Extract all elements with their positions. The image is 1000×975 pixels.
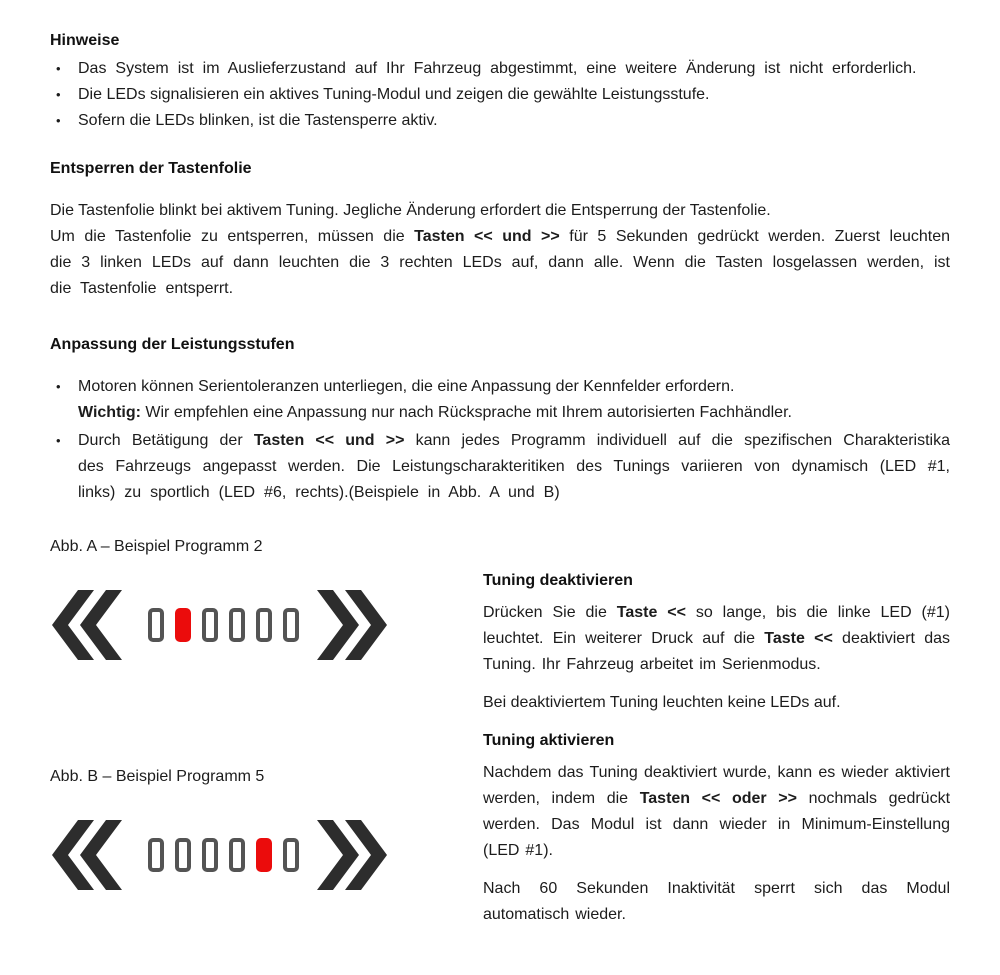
double-chevron-left-icon [50,819,122,891]
led-1 [148,608,164,642]
led-4 [229,608,245,642]
double-chevron-right-icon [317,589,389,661]
anpassung-heading: Anpassung der Leistungsstufen [50,336,295,353]
led-row [148,608,299,642]
tuning-deaktivieren-paragraph: Drücken Sie die Taste << so lange, bis die linke LED (#1) leuchtet. Ein weiterer Druck auf die Taste << deaktiviert das Tuning. Ihr Fahrzeug arbeitet im Serienmodus. [483,604,951,673]
hinweise-heading: Hinweise [50,32,120,49]
list-item [50,56,950,82]
double-chevron-right-icon [317,819,389,891]
figure-b-led-panel [50,818,483,892]
figure-b-label: Abb. B – Beispiel Programm 5 [50,768,265,785]
hinweise-bullet-list [50,56,950,134]
led-6 [283,838,299,872]
led-5-active [256,838,272,872]
instructions-column [483,534,950,928]
entsperren-line-rest: Um die Tastenfolie zu entsperren, müssen die Tasten << und >> für 5 Sekunden gedrückt werden. Zuerst leuchten die 3 linken LEDs auf dann leuchten die 3 rechten LEDs auf, dann alle. Wenn die Tasten losgelassen werden, ist die Tastenfolie entsperrt. [50,228,951,297]
led-6 [283,608,299,642]
tuning-aktivieren-note: Nach 60 Sekunden Inaktivität sperrt sich das Modul automatisch wieder. [483,880,950,923]
led-1 [148,838,164,872]
tuning-aktivieren-heading: Tuning aktivieren [483,732,615,749]
anpassung-bullet-list [50,374,950,426]
tuning-deaktivieren-heading: Tuning deaktivieren [483,572,633,589]
led-4 [229,838,245,872]
anpassung-bullet-list-2 [50,428,950,506]
led-5 [256,608,272,642]
led-2 [175,838,191,872]
bullet-icon: • [56,87,61,102]
figures-and-instructions [50,534,950,928]
bullet-icon: • [56,433,61,448]
bullet-icon: • [56,379,61,394]
led-row [148,838,299,872]
hinweise-bullet-2: Die LEDs signalisieren ein aktives Tuning-Modul und zeigen die gewählte Leistungsstufe. [78,86,710,103]
led-3 [202,608,218,642]
anpassung-bullet-1: Motoren können Serientoleranzen unterliegen, die eine Anpassung der Kennfelder erfordern. Wichtig: Wir empfehlen eine Anpassung nur nach Rücksprache mit Ihrem autorisierten Fachhändler. [78,378,792,421]
list-item [50,82,950,108]
figures-column [50,534,483,928]
list-item [50,374,950,426]
led-3 [202,838,218,872]
anpassung-bullet-2: Durch Betätigung der Tasten << und >> kann jedes Programm individuell auf die spezifischen Charakteristika des Fahrzeugs angepasst werden. Die Leistungscharakteritiken des Tunings variieren von dynamisch (LED #1, links) zu sportlich (LED #6, rechts).(Beispiele in Abb. A und B) [78,432,951,501]
figure-a-label: Abb. A – Beispiel Programm 2 [50,538,263,555]
double-chevron-left-icon [50,589,122,661]
hinweise-bullet-3: Sofern die LEDs blinken, ist die Tastensperre aktiv. [78,112,438,129]
tuning-aktivieren-paragraph: Nachdem das Tuning deaktiviert wurde, kann es wieder aktiviert werden, indem die Tasten << oder >> nochmals gedrückt werden. Das Modul ist dann wieder in Minimum-Einstellung (LED #1). [483,764,951,859]
entsperren-paragraph [50,198,950,302]
list-item [50,108,950,134]
hinweise-bullet-1: Das System ist im Auslieferzustand auf Ihr Fahrzeug abgestimmt, eine weitere Änderung ist nicht erforderlich. [78,60,917,77]
bullet-icon: • [56,113,61,128]
entsperren-line-1: Die Tastenfolie blinkt bei aktivem Tuning. Jegliche Änderung erfordert die Entsperrung der Tastenfolie. [50,202,771,219]
list-item [50,428,950,506]
tuning-deaktivieren-note: Bei deaktiviertem Tuning leuchten keine LEDs auf. [483,694,841,711]
led-2-active [175,608,191,642]
figure-a-led-panel [50,588,483,662]
entsperren-heading: Entsperren der Tastenfolie [50,160,252,177]
bullet-icon: • [56,61,61,76]
